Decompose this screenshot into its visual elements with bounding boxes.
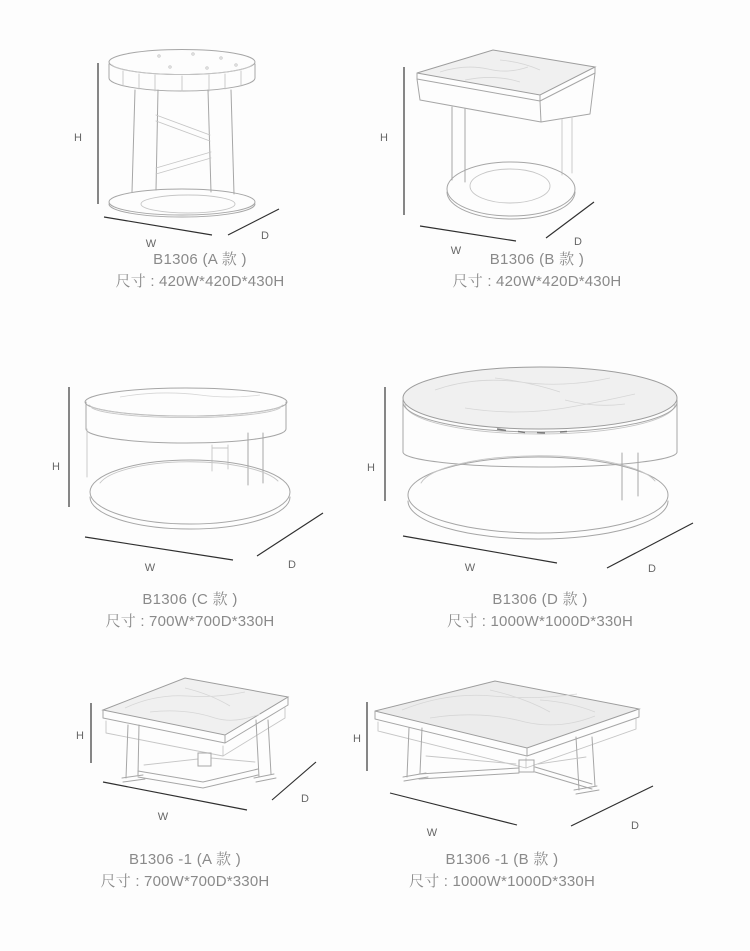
product-caption [20,589,360,633]
product-size: 尺寸 : 420W*420D*430H [452,273,622,290]
depth-label: D [631,820,639,832]
height-label: H [52,461,60,473]
table-sketch [375,681,639,794]
product-name: B1306 (C 款 ) [142,591,238,608]
product-caption [15,849,355,893]
product-caption [368,589,712,633]
width-label: W [157,811,169,823]
product-name: B1306 -1 (A 款 ) [128,851,242,868]
drawing-round-coffee-table [40,345,330,580]
drawing-round-side-table [55,40,295,255]
product-name: B1306 -1 (B 款 ) [445,851,559,868]
depth-label: D [648,563,656,575]
product-size: 尺寸 : 420W*420D*430H [115,273,285,290]
product-caption [330,849,674,893]
product-name: B1306 (D 款 ) [492,591,588,608]
drawing-large-round-coffee-table [355,340,705,580]
width-label: W [450,245,462,255]
drawing-large-square-cross-leg-coffee-table [340,640,675,855]
table-sketch [85,388,290,529]
product-caption [365,249,709,293]
table-sketch [109,50,255,218]
height-label: H [76,730,84,742]
product-size: 尺寸 : 1000W*1000D*330H [409,873,595,890]
dimension-lines [52,387,323,574]
top-dots [158,53,237,69]
table-sketch [103,678,288,788]
drawing-square-side-table [370,30,615,255]
height-label: H [380,132,388,144]
product-name: B1306 (B 款 ) [489,251,585,268]
height-label: H [367,462,375,474]
table-sketch [417,50,595,219]
depth-label: D [288,559,296,571]
depth-label: D [574,236,582,248]
height-label: H [74,132,82,144]
height-label: H [353,733,361,745]
product-name: B1306 (A 款 ) [153,251,247,268]
width-label: W [464,562,476,574]
drawing-square-cross-leg-coffee-table [65,640,325,850]
product-size: 尺寸 : 700W*700D*330H [105,613,275,630]
product-caption [30,249,370,293]
depth-label: D [261,230,269,242]
width-label: W [145,238,157,250]
width-label: W [144,562,156,574]
table-sketch [403,367,677,539]
product-size: 尺寸 : 700W*700D*330H [100,873,270,890]
width-label: W [426,827,438,839]
depth-label: D [301,793,309,805]
product-size: 尺寸 : 1000W*1000D*330H [447,613,633,630]
